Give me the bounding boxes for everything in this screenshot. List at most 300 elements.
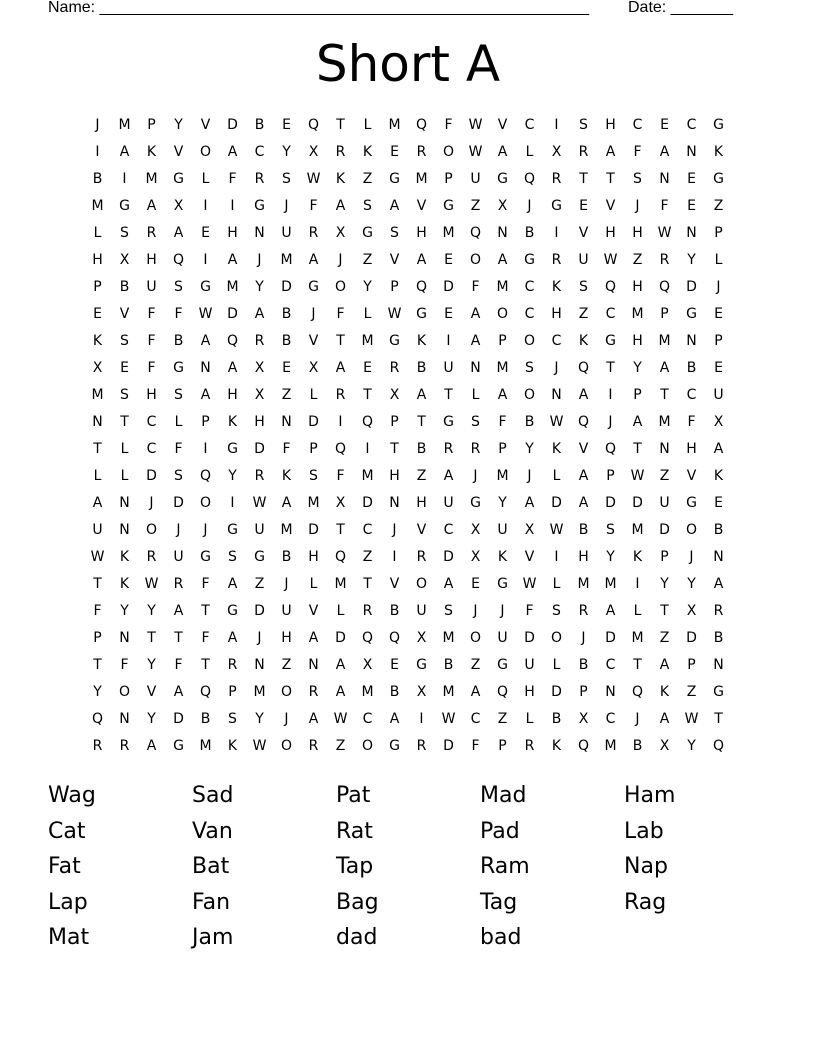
word-column [48,778,192,956]
grid-letter: K [497,549,508,565]
grid-letter: N [254,657,265,673]
grid-letter: L [525,144,534,160]
grid-letter: I [122,171,127,187]
grid-letter: Q [361,630,374,646]
grid-row [84,463,732,490]
grid-letter: X [308,144,319,160]
grid-letter: B [389,684,400,700]
grid-letter: S [309,468,318,484]
grid-letter: J [500,603,505,619]
grid-letter: J [608,414,613,430]
grid-letter: B [443,657,454,673]
grid-letter: T [336,522,345,538]
grid-letter: Z [686,684,697,700]
grid-row [84,517,732,544]
grid-letter: K [659,684,670,700]
grid-letter: U [713,387,724,403]
word-item: Sad [192,783,234,808]
grid-letter: R [335,387,346,403]
grid-letter: J [257,252,262,268]
grid-letter: K [146,144,157,160]
grid-letter: I [392,549,397,565]
grid-letter: G [497,657,508,673]
grid-letter: P [714,333,723,349]
word-item: Fat [48,854,81,880]
grid-letter: U [578,252,589,268]
grid-row [84,193,732,220]
grid-letter: R [254,171,265,187]
grid-letter: G [443,198,454,214]
grid-letter: F [444,117,453,133]
grid-letter: J [527,468,532,484]
grid-letter: D [227,117,238,133]
grid-letter: Q [469,225,482,241]
grid-letter: N [605,684,616,700]
grid-letter: S [579,279,588,295]
grid-letter: F [174,306,183,322]
grid-letter: X [551,144,562,160]
grid-letter: C [605,711,616,727]
grid-letter: E [390,144,399,160]
grid-letter: H [308,549,319,565]
word-item: Ram [480,854,530,880]
grid-letter: V [416,198,427,214]
grid-letter: X [254,387,265,403]
grid-letter: D [605,630,616,646]
grid-letter: A [173,603,184,619]
grid-letter: V [200,117,211,133]
grid-letter: M [442,630,455,646]
word-item: Jam [192,925,234,951]
letter-grid [84,112,732,760]
grid-letter: Q [388,630,401,646]
grid-letter: A [227,576,238,592]
grid-letter: G [389,333,400,349]
word-item: Bag [336,889,379,915]
grid-letter: K [713,468,724,484]
grid-letter: E [714,495,723,511]
grid-letter: N [92,414,103,430]
grid-letter: M [334,576,347,592]
grid-letter: M [658,333,671,349]
grid-letter: G [551,198,562,214]
grid-letter: P [228,684,237,700]
grid-letter: D [173,711,184,727]
grid-letter: I [635,576,640,592]
grid-letter: I [554,549,559,565]
grid-letter: A [497,252,508,268]
grid-letter: A [281,495,292,511]
grid-row [84,706,732,733]
grid-letter: A [443,468,454,484]
grid-letter: O [685,522,698,538]
grid-letter: Y [174,117,183,133]
grid-letter: Z [281,657,292,673]
grid-letter: F [147,306,156,322]
grid-letter: H [416,225,427,241]
grid-letter: S [120,333,129,349]
grid-letter: F [93,603,102,619]
grid-letter: B [524,225,535,241]
grid-letter: Q [226,333,239,349]
grid-letter: M [631,306,644,322]
grid-letter: P [660,306,669,322]
grid-letter: A [254,306,265,322]
grid-letter: H [146,387,157,403]
grid-letter: Z [632,252,643,268]
grid-letter: L [93,468,102,484]
grid-letter: F [498,414,507,430]
grid-letter: X [173,198,184,214]
grid-letter: L [309,387,318,403]
grid-letter: Y [687,576,696,592]
grid-letter: M [253,684,266,700]
grid-letter: R [389,360,400,376]
grid-letter: T [633,657,642,673]
word-item: bad [480,925,522,951]
grid-letter: A [308,630,319,646]
grid-letter: N [686,144,697,160]
grid-letter: Z [362,252,373,268]
word-item: Ham [624,783,676,808]
grid-letter: S [174,387,183,403]
grid-letter: P [687,657,696,673]
grid-letter: S [174,279,183,295]
grid-letter: X [308,360,319,376]
grid-letter: X [686,603,697,619]
grid-letter: N [119,522,130,538]
grid-letter: P [93,630,102,646]
grid-letter: D [281,279,292,295]
grid-letter: C [605,657,616,673]
grid-letter: D [227,306,238,322]
grid-letter: F [282,441,291,457]
grid-letter: Q [334,549,347,565]
grid-letter: H [227,387,238,403]
grid-letter: W [333,711,348,727]
grid-letter: T [336,333,345,349]
grid-letter: U [470,171,481,187]
grid-letter: P [498,333,507,349]
grid-letter: E [282,117,291,133]
grid-letter: P [390,279,399,295]
grid-letter: D [605,495,616,511]
grid-letter: Z [659,468,670,484]
grid-letter: X [335,225,346,241]
grid-letter: J [203,522,208,538]
grid-letter: Q [415,117,428,133]
grid-letter: T [714,711,723,727]
grid-letter: X [470,522,481,538]
grid-letter: E [660,117,669,133]
grid-letter: N [686,225,697,241]
grid-letter: O [415,576,428,592]
grid-row [84,544,732,571]
grid-letter: B [92,171,103,187]
grid-letter: F [336,468,345,484]
grid-letter: C [443,522,454,538]
grid-letter: D [308,522,319,538]
grid-letter: U [146,279,157,295]
grid-letter: H [254,414,265,430]
grid-letter: A [173,684,184,700]
grid-letter: T [174,630,183,646]
grid-letter: H [281,630,292,646]
grid-letter: R [659,252,670,268]
grid-letter: G [497,171,508,187]
word-column [336,778,480,956]
grid-letter: A [497,144,508,160]
grid-letter: J [338,252,343,268]
grid-letter: F [471,279,480,295]
grid-letter: T [201,657,210,673]
grid-letter: I [203,198,208,214]
grid-letter: J [473,468,478,484]
grid-letter: A [578,468,589,484]
grid-letter: G [524,252,535,268]
grid-letter: W [522,576,537,592]
grid-letter: T [390,441,399,457]
grid-letter: Q [577,738,590,754]
grid-letter: W [549,522,564,538]
grid-row [84,652,732,679]
grid-letter: Y [363,279,372,295]
grid-letter: A [416,387,427,403]
grid-letter: Q [604,441,617,457]
grid-letter: V [605,198,616,214]
grid-letter: Q [199,468,212,484]
grid-letter: G [227,441,238,457]
grid-letter: H [524,684,535,700]
grid-row [84,247,732,274]
grid-letter: A [605,144,616,160]
grid-letter: I [554,225,559,241]
grid-letter: R [416,144,427,160]
grid-letter: J [554,360,559,376]
grid-letter: G [686,306,697,322]
grid-letter: M [145,171,158,187]
grid-letter: X [416,684,427,700]
grid-letter: L [120,441,129,457]
grid-letter: K [92,333,103,349]
grid-letter: K [227,738,238,754]
grid-letter: N [119,630,130,646]
grid-letter: K [227,414,238,430]
grid-letter: A [119,144,130,160]
grid-letter: P [93,279,102,295]
grid-letter: Q [415,279,428,295]
grid-letter: Q [577,414,590,430]
grid-letter: N [470,360,481,376]
grid-letter: P [444,171,453,187]
grid-letter: G [227,522,238,538]
grid-letter: N [281,414,292,430]
grid-letter: F [687,414,696,430]
grid-letter: D [254,603,265,619]
grid-letter: K [281,468,292,484]
grid-letter: E [201,225,210,241]
grid-letter: R [227,657,238,673]
grid-letter: K [119,576,130,592]
grid-letter: N [497,225,508,241]
grid-letter: A [659,144,670,160]
grid-letter: R [92,738,103,754]
grid-letter: T [363,387,372,403]
grid-letter: Y [147,711,156,727]
grid-letter: X [389,387,400,403]
grid-row [84,733,732,760]
grid-letter: E [444,306,453,322]
grid-letter: A [470,684,481,700]
grid-letter: N [389,495,400,511]
grid-letter: O [442,144,455,160]
grid-letter: G [200,279,211,295]
grid-letter: P [714,225,723,241]
grid-letter: M [415,171,428,187]
grid-row [84,409,732,436]
grid-letter: G [713,117,724,133]
grid-letter: G [173,738,184,754]
grid-letter: O [145,522,158,538]
grid-letter: H [389,468,400,484]
grid-letter: W [252,495,267,511]
grid-letter: J [311,306,316,322]
grid-letter: U [497,522,508,538]
grid-letter: P [147,117,156,133]
grid-row [84,274,732,301]
grid-letter: R [551,171,562,187]
grid-letter: T [363,576,372,592]
grid-letter: B [173,333,184,349]
grid-letter: S [363,198,372,214]
grid-letter: M [577,576,590,592]
grid-letter: B [524,414,535,430]
grid-letter: M [496,468,509,484]
grid-letter: G [389,171,400,187]
grid-letter: K [551,441,562,457]
word-item: Wag [48,783,96,808]
grid-letter: Y [660,576,669,592]
grid-letter: Y [93,684,102,700]
grid-letter: E [579,198,588,214]
grid-letter: A [308,711,319,727]
grid-letter: S [552,603,561,619]
grid-letter: Y [228,468,237,484]
grid-letter: S [174,468,183,484]
grid-letter: X [416,630,427,646]
grid-letter: T [660,387,669,403]
grid-letter: S [390,225,399,241]
grid-letter: G [389,738,400,754]
grid-row [84,328,732,355]
grid-letter: H [686,441,697,457]
grid-letter: L [174,414,183,430]
grid-letter: E [714,306,723,322]
grid-letter: P [660,549,669,565]
grid-letter: R [713,603,724,619]
grid-letter: M [91,387,104,403]
grid-letter: C [551,333,562,349]
grid-letter: J [176,522,181,538]
grid-letter: B [578,522,589,538]
grid-letter: Y [606,549,615,565]
grid-letter: K [578,333,589,349]
grid-letter: D [443,738,454,754]
grid-letter: A [200,333,211,349]
grid-letter: H [632,279,643,295]
grid-letter: M [361,333,374,349]
grid-letter: C [254,144,265,160]
grid-letter: M [118,117,131,133]
grid-letter: I [203,252,208,268]
grid-letter: G [227,603,238,619]
grid-letter: P [201,414,210,430]
grid-letter: T [633,441,642,457]
grid-letter: J [257,630,262,646]
grid-letter: X [524,522,535,538]
grid-letter: T [147,630,156,646]
grid-letter: B [713,522,724,538]
grid-letter: C [605,306,616,322]
grid-letter: H [92,252,103,268]
date-line: Date: _______ [628,0,733,16]
grid-row [84,571,732,598]
grid-letter: S [120,225,129,241]
grid-letter: K [551,279,562,295]
grid-letter: B [632,738,643,754]
grid-letter: Z [659,630,670,646]
grid-letter: H [632,225,643,241]
word-item: Lap [48,889,88,915]
grid-letter: H [605,117,616,133]
grid-letter: M [226,279,239,295]
grid-letter: T [444,387,453,403]
grid-letter: H [227,225,238,241]
grid-letter: C [146,441,157,457]
grid-letter: C [632,117,643,133]
grid-letter: A [470,333,481,349]
word-item: Cat [48,818,86,844]
grid-letter: R [173,576,184,592]
grid-letter: B [416,360,427,376]
grid-letter: R [578,603,589,619]
grid-letter: V [173,144,184,160]
grid-letter: M [631,630,644,646]
grid-letter: G [713,171,724,187]
grid-letter: W [252,738,267,754]
grid-letter: H [605,225,616,241]
grid-letter: W [468,144,483,160]
grid-letter: M [361,684,374,700]
grid-letter: R [416,549,427,565]
grid-letter: W [603,252,618,268]
grid-letter: M [496,360,509,376]
grid-letter: E [363,360,372,376]
grid-letter: L [714,252,723,268]
grid-letter: Z [335,738,346,754]
grid-letter: Q [577,360,590,376]
grid-letter: M [631,522,644,538]
grid-letter: Y [147,657,156,673]
word-column [480,778,624,956]
grid-letter: M [604,738,617,754]
grid-letter: Y [255,711,264,727]
grid-letter: J [473,603,478,619]
grid-letter: S [606,522,615,538]
grid-letter: J [284,711,289,727]
grid-letter: V [308,603,319,619]
grid-letter: C [470,711,481,727]
